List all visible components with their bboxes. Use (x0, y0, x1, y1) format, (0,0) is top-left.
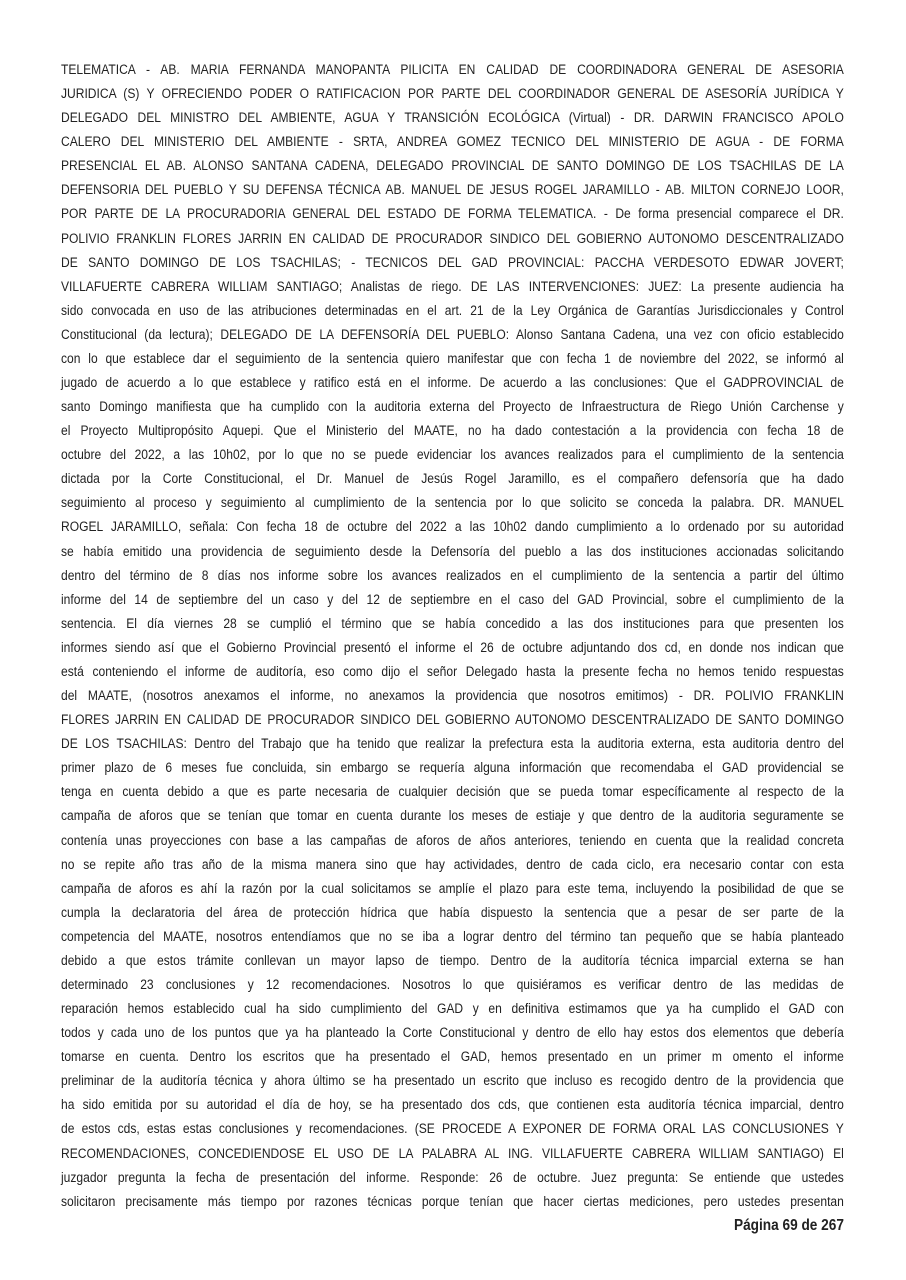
text-line: ha sido emitida por su autoridad el día de hoy, se ha presentado dos cds, que contienen esta auditoría técnica imparcial, dentro (61, 1097, 844, 1114)
text-line: VILLAFUERTE CABRERA WILLIAM SANTIAGO; Analistas de riego. DE LAS INTERVENCIONES: JUEZ: La presente audiencia ha (61, 278, 844, 295)
text-line: POLIVIO FRANKLIN FLORES JARRIN EN CALIDAD DE PROCURADOR SINDICO DEL GOBIERNO AUTONOMO DESCENTRALIZADO (61, 230, 844, 247)
text-line: competencia del MAATE, nosotros entendíamos que no se iba a lograr dentro del término tan pequeño que se había planteado (61, 928, 844, 945)
document-body-text (61, 58, 844, 1214)
text-line: DELEGADO DEL MINISTRO DEL AMBIENTE, AGUA Y TRANSICIÓN ECOLÓGICA (Virtual) - DR. DARWIN FRANCISCO APOLO (61, 110, 844, 127)
text-line: DE SANTO DOMINGO DE LOS TSACHILAS; - TECNICOS DEL GAD PROVINCIAL: PACCHA VERDESOTO EDWAR JOVERT; (61, 254, 844, 271)
text-line: solicitaron precisamente más tiempo por razones técnicas porque tenían que hacer ciertas mediciones, pero ustedes presentan (61, 1193, 844, 1210)
text-line: FLORES JARRIN EN CALIDAD DE PROCURADOR SINDICO DEL GOBIERNO AUTONOMO DESCENTRALIZADO DE SANTO DOMINGO (61, 712, 844, 729)
text-line: sido convocada en uso de las atribuciones determinadas en el art. 21 de la Ley Orgánica de Garantías Jurisdiccionales y Control (61, 302, 844, 319)
text-line: con lo que establece dar el seguimiento de la sentencia quiero manifestar que con fecha 1 de noviembre del 2022, se informó al (61, 350, 844, 367)
text-line: TELEMATICA - AB. MARIA FERNANDA MANOPANTA PILICITA EN CALIDAD DE COORDINADORA GENERAL DE ASESORIA (61, 62, 844, 78)
text-line: tomarse en cuenta. Dentro los escritos que ha presentado el GAD, hemos presentado en un primer m omento el informe (61, 1049, 844, 1066)
text-line: santo Domingo manifiesta que ha cumplido con la auditoria externa del Proyecto de Infraestructura de Riego Unión Carchense y (61, 399, 844, 416)
page-number: Página 69 de 267 (734, 1217, 844, 1234)
text-line: está conteniendo el informe de auditoría, eso como dijo el señor Delegado hasta la presente fecha no hemos tenido respuestas (61, 663, 844, 680)
text-line: cumpla la declaratoria del área de protección hídrica que había dispuesto la sentencia que a pesar de ser parte de la (61, 904, 844, 921)
text-line: Constitucional (da lectura); DELEGADO DE LA DEFENSORÍA DEL PUEBLO: Alonso Santana Cadena, una vez con oficio establecido (61, 326, 844, 343)
text-line: reparación hemos establecido cual ha sido cumplimiento del GAD y en definitiva estimamos que ya ha cumplido el GAD con (61, 1001, 844, 1018)
text-line: POR PARTE DE LA PROCURADORIA GENERAL DEL ESTADO DE FORMA TELEMATICA. - De forma presencial comparece el DR. (61, 206, 844, 223)
text-line: preliminar de la auditoría técnica y ahora último se ha presentado un escrito que incluso es recogido dentro de la providencia que (61, 1073, 844, 1090)
text-line: sentencia. El día viernes 28 se cumplió el término que se había concedido a las dos instituciones para que presenten los (61, 615, 844, 632)
text-line: RECOMENDACIONES, CONCEDIENDOSE EL USO DE LA PALABRA AL ING. VILLAFUERTE CABRERA WILLIAM SANTIAGO) El (61, 1145, 844, 1162)
text-line: informes siendo así que el Gobierno Provincial presentó el informe el 26 de octubre adjuntando dos cd, en donde nos indican que (61, 639, 844, 656)
text-line: CALERO DEL MINISTERIO DEL AMBIENTE - SRTA, ANDREA GOMEZ TECNICO DEL MINISTERIO DE AGUA - DE FORMA (61, 134, 844, 151)
text-line: campaña de aforos es ahí la razón por la cual solicitamos se amplíe el plazo para este tema, incluyendo la posibilidad de que se (61, 880, 844, 897)
text-line: el Proyecto Multipropósito Aquepi. Que el Ministerio del MAATE, no ha dado contestación a la providencia con fecha 18 de (61, 423, 844, 440)
text-line: contenía unas proyecciones con base a las campañas de aforos de años anteriores, teniendo en cuenta que la realidad concreta (61, 832, 844, 849)
text-line: JURIDICA (S) Y OFRECIENDO PODER O RATIFICACION POR PARTE DEL COORDINADOR GENERAL DE ASESORÍA JURÍDICA Y (61, 86, 844, 103)
text-line: seguimiento al proceso y seguimiento al cumplimiento de la sentencia por lo que solicito se conceda la palabra. DR. MANUEL (61, 495, 844, 512)
text-line: campaña de aforos que se tenían que tomar en cuenta durante los meses de estiaje y que dentro de la auditoria seguramente se (61, 808, 844, 825)
text-line: determinado 23 conclusiones y 12 recomendaciones. Nosotros lo que quisiéramos es verificar dentro de las medidas de (61, 976, 844, 993)
text-line: dentro del término de 8 días nos informe sobre los avances realizados en el cumplimiento de la sentencia a partir del último (61, 567, 844, 584)
text-line: informe del 14 de septiembre del un caso y del 12 de septiembre en el caso del GAD Provincial, sobre el cumplimiento de la (61, 591, 844, 608)
text-line: de estos cds, estas estas conclusiones y recomendaciones. (SE PROCEDE A EXPONER DE FORMA ORAL LAS CONCLUSIONES Y (61, 1121, 844, 1138)
text-line: octubre del 2022, a las 10h02, por lo que no se puede evidenciar los avances realizados para el cumplimiento de la sentencia (61, 447, 844, 464)
text-line: DEFENSORIA DEL PUEBLO Y SU DEFENSA TÉCNICA AB. MANUEL DE JESUS ROGEL JARAMILLO - AB. MILTON CORNEJO LOOR, (61, 182, 844, 199)
text-line: jugado de acuerdo a lo que establece y ratifico está en el informe. De acuerdo a las conclusiones: Que el GADPROVINCIAL de (61, 375, 844, 392)
text-line: del MAATE, (nosotros anexamos el informe, no anexamos la providencia que nosotros emitimos) - DR. POLIVIO FRANKLIN (61, 688, 844, 705)
text-line: ROGEL JARAMILLO, señala: Con fecha 18 de octubre del 2022 a las 10h02 dando cumplimiento a lo ordenado por su autoridad (61, 519, 844, 536)
text-line: no se repite año tras año de la misma manera sino que hay actividades, dentro de cada ciclo, era necesario contar con esta (61, 856, 844, 873)
text-line: todos y cada uno de los puntos que ya ha planteado la Corte Constitucional y dentro de ello hay estos dos elementos que debería (61, 1025, 844, 1042)
text-line: tenga en cuenta debido a que es parte necesaria de cualquier decisión que se pueda tomar específicamente al respecto de la (61, 784, 844, 801)
text-line: juzgador pregunta la fecha de presentación del informe. Responde: 26 de octubre. Juez pregunta: Se entiende que ustedes (61, 1169, 844, 1186)
text-line: DE LOS TSACHILAS: Dentro del Trabajo que ha tenido que realizar la prefectura esta la auditoria externa, esta auditoria dentro del (61, 736, 844, 753)
text-line: se había emitido una providencia de seguimiento desde la Defensoría del pueblo a las dos instituciones accionadas solicitando (61, 543, 844, 560)
text-line: dictada por la Corte Constitucional, el Dr. Manuel de Jesús Rogel Jaramillo, es el compañero defensoría que ha dado (61, 471, 844, 488)
text-line: debido a que estos trámite conllevan un mayor lapso de tiempo. Dentro de la auditoría técnica imparcial externa se han (61, 952, 844, 969)
text-line: PRESENCIAL EL AB. ALONSO SANTANA CADENA, DELEGADO PROVINCIAL DE SANTO DOMINGO DE LOS TSACHILAS DE LA (61, 158, 844, 175)
text-line: primer plazo de 6 meses fue concluida, sin embargo se requería alguna información que recomendaba el GAD providencial se (61, 760, 844, 777)
